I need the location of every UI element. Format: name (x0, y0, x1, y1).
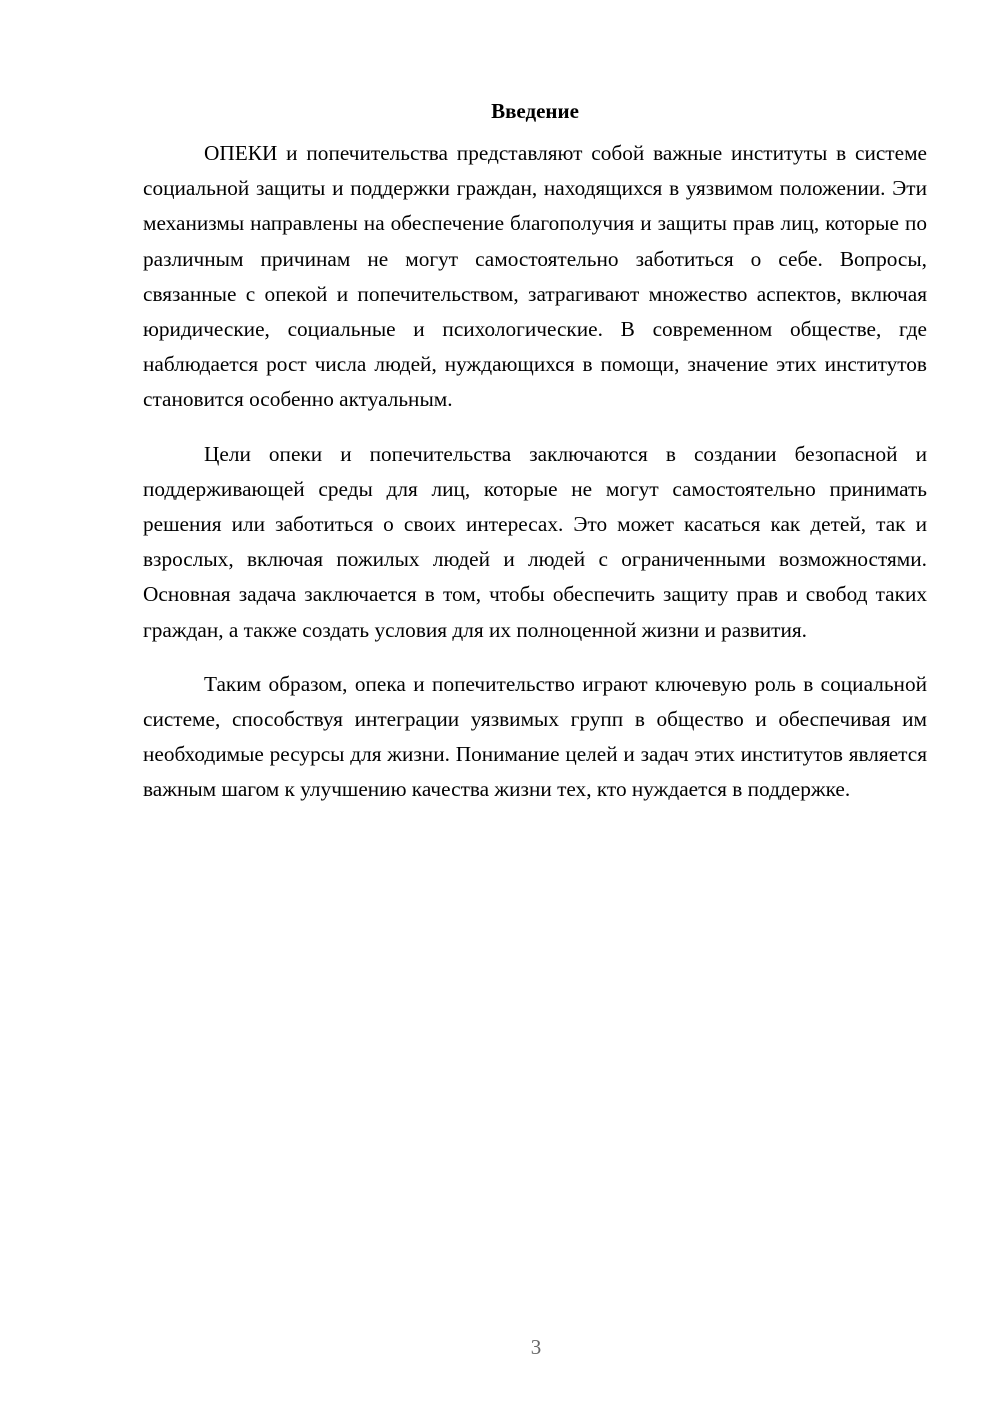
paragraph-1: ОПЕКИ и попечительства представляют собой важные институты в системе социальной защиты и поддержки граждан, находящихся в уязвимом положении. Эти механизмы направлены на обеспечение благополучия и защиты прав лиц, которые по различным причинам не могут самостоятельно заботиться о себе. Вопросы, связанные с опекой и попечительством, затрагивают множество аспектов, включая юридические, социальные и психологические. В современном обществе, где наблюдается рост числа людей, нуждающихся в помощи, значение этих институтов становится особенно актуальным. (143, 141, 927, 412)
page-content (143, 96, 927, 827)
paragraph-3: Таким образом, опека и попечительство играют ключевую роль в социальной системе, способствуя интеграции уязвимых групп в общество и обеспечивая им необходимые ресурсы для жизни. Понимание целей и задач этих институтов является важным шагом к улучшению качества жизни тех, кто нуждается в поддержке. (143, 671, 927, 802)
page-number: 3 (530, 1335, 542, 1359)
paragraph-2: Цели опеки и попечительства заключаются в создании безопасной и поддерживающей среды для лиц, которые не могут самостоятельно принимать решения или заботиться о своих интересах. Это может касаться как детей, так и взрослых, включая пожилых людей и людей с ограниченными возможностями. Основная задача заключается в том, чтобы обеспечить защиту прав и свобод таких граждан, а также создать условия для их полноценной жизни и развития. (143, 441, 927, 642)
section-title: Введение (491, 99, 579, 123)
